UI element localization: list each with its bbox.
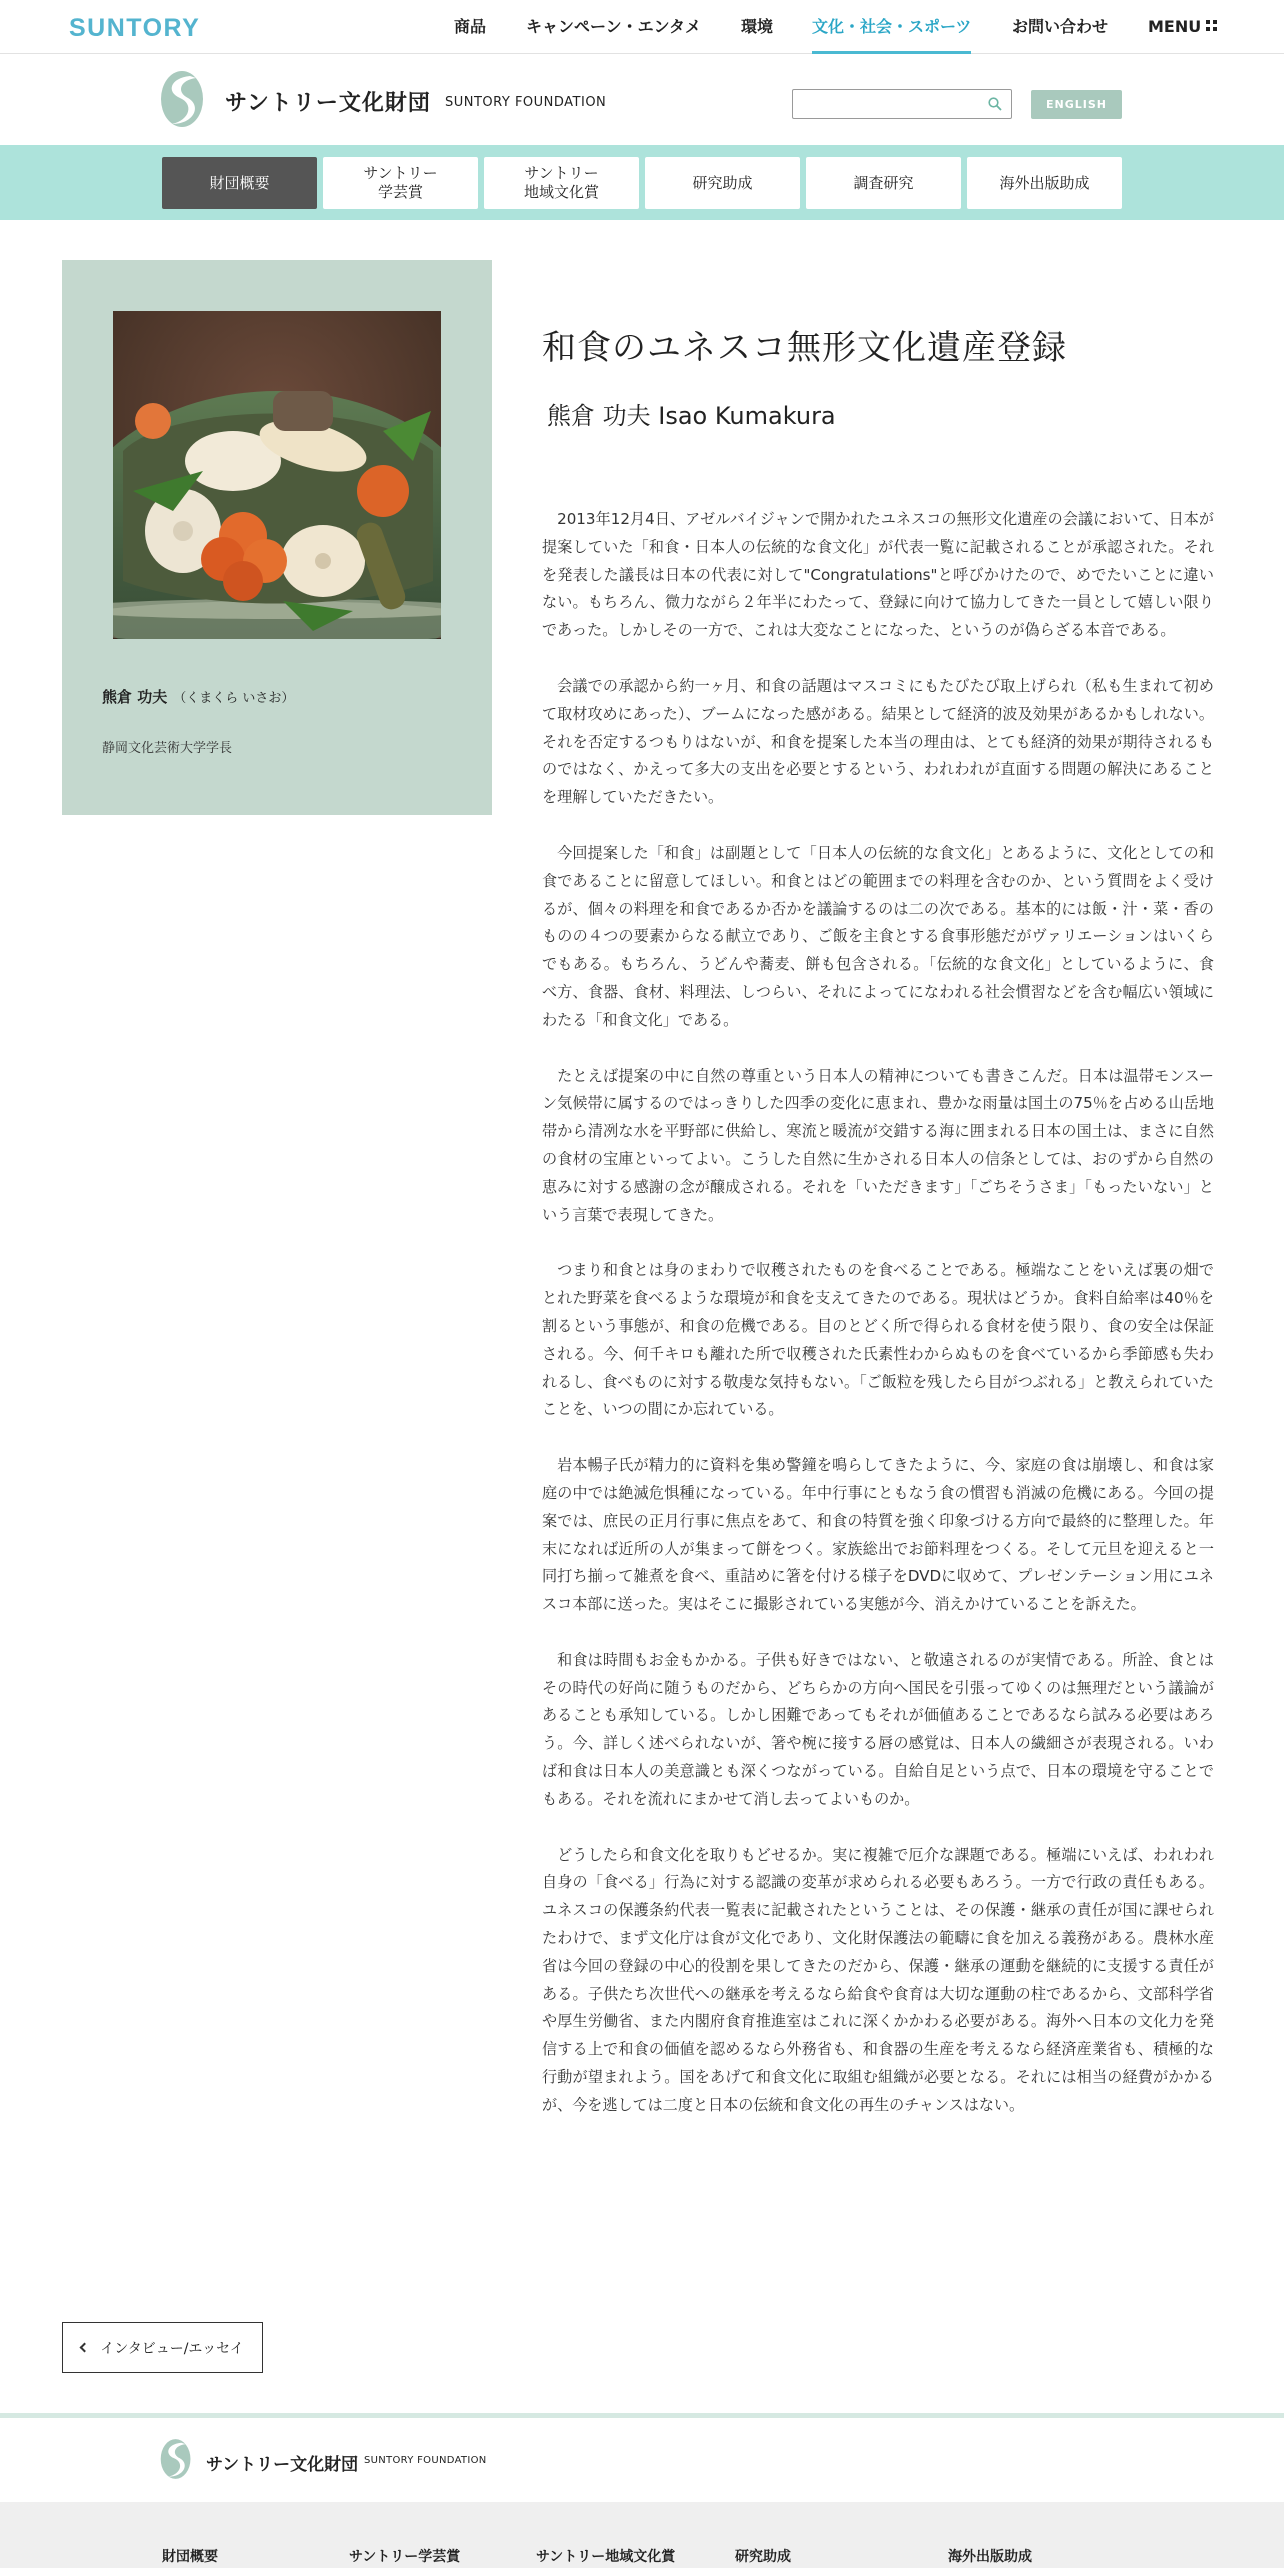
tab-academic-prize[interactable]: [323, 157, 478, 209]
article-title: 和食のユネスコ無形文化遺産登録: [542, 328, 1067, 368]
footer-link-overseas-publication[interactable]: 海外出版助成: [948, 2549, 1032, 2565]
back-button-label: インタビュー/エッセイ: [100, 2340, 244, 2357]
footer-link-about[interactable]: 財団概要: [162, 2549, 218, 2565]
tab-research-grant[interactable]: [645, 157, 800, 209]
site-search: [792, 89, 1012, 119]
nav-menu[interactable]: [1148, 0, 1217, 54]
nav-environment[interactable]: 環境: [741, 17, 774, 36]
tab-overseas-publication-label: 海外出版助成: [999, 173, 1090, 192]
menu-label: MENU: [1148, 17, 1202, 36]
article-paragraph: 岩本暢子氏が精力的に資料を集め警鐘を鳴らしてきたように、今、家庭の食は崩壊し、和食は家庭の中では絶滅危惧種になっている。年中行事にともなう食の慣習も消滅の危機にある。今回の提案では、庶民の正月行事に焦点をあて、和食の特質を強く印象づける方向で最終的に整理した。年末になれば近所の人が集まって餅をつく。家族総出でお節料理をつくる。そして元旦を迎えると一同打ち揃って雑煮を食べ、重詰めに箸を付ける様子をDVDに収めて、プレゼンテーション用にユネスコ本部に送った。実はそこに撮影されている実態が今、消えかけていることを訴えた。: [542, 1456, 1214, 1614]
footer-link-academic-prize[interactable]: サントリー学芸賞: [349, 2549, 461, 2565]
footer-foundation-logo-icon[interactable]: [160, 2438, 194, 2480]
tab-about-label: 財団概要: [209, 173, 270, 192]
article-body: [542, 506, 1214, 2148]
tab-regional-culture-prize[interactable]: [484, 157, 639, 209]
suntory-logo[interactable]: SUNTORY: [69, 14, 201, 42]
author-name: [102, 686, 294, 707]
footer-nav: [0, 2502, 1284, 2568]
footer-link-regional-culture-prize[interactable]: サントリー地域文化賞: [536, 2549, 676, 2565]
tab-regional-culture-prize-label: サントリー 地域文化賞: [523, 164, 599, 201]
author-card: [62, 260, 492, 815]
author-affiliation: 静岡文化芸術大学学長: [102, 741, 233, 756]
foundation-logo-icon[interactable]: [160, 70, 208, 128]
foundation-header: [0, 55, 1284, 145]
tab-research[interactable]: [806, 157, 961, 209]
footer-foundation-name-en[interactable]: SUNTORY FOUNDATION: [364, 2455, 487, 2466]
article-paragraph: 会議での承認から約一ヶ月、和食の話題はマスコミにもたびたび取上げられ（私も生まれて初めて取材攻めにあった）、ブームになった感がある。結果として経済的波及効果があるかもしれない。それを否定するつもりはないが、和食を提案した本当の理由は、とても経済的効果が期待されるものではなく、かえって多大の支出を必要とするという、われわれが直面する問題の解決にあることを理解していただきたい。: [542, 676, 1214, 807]
tab-academic-prize-label: サントリー 学芸賞: [363, 164, 438, 201]
nav-products[interactable]: 商品: [454, 17, 487, 36]
search-icon[interactable]: [988, 97, 1002, 111]
article-paragraph: 和食は時間もお金もかかる。子供も好きではない、と敬遠されるのが実情である。所詮、食とはその時代の好尚に随うものだから、どちらかの方向へ国民を引張ってゆくのは無理だという議論があることも承知している。しかし困難であってもそれが価値あることであるなら試みる必要はあろう。今、詳しく述べられないが、箸や椀に接する唇の感覚は、日本人の繊細さが表現される。いわば和食は日本人の美意識とも深くつながっている。自給自足という点で、日本の環境を守ることでもある。それを流れにまかせて消し去ってよいものか。: [542, 1650, 1214, 1808]
nav-culture-society-sports[interactable]: 文化・社会・スポーツ: [812, 0, 971, 54]
nav-contact[interactable]: お問い合わせ: [1012, 17, 1109, 36]
tab-overseas-publication[interactable]: [967, 157, 1122, 209]
article-paragraph: 今回提案した「和食」は副題として「日本人の伝統的な食文化」とあるように、文化としての和食であることに留意してほしい。和食とはどの範囲までの料理を含むのか、という質問をよく受けるが、個々の料理を和食であるか否かを議論するのは二の次である。基本的には飯・汁・菜・香のものの４つの要素からなる献立であり、ご飯を主食とする食事形態だがヴァリエーションはいくらでもある。もちろん、うどんや蕎麦、餅も包含される。「伝統的な食文化」としているように、食べ方、食器、食材、料理法、しつらい、それによってになわれる社会慣習などを含む幅広い領域にわたる「和食文化」である。: [542, 843, 1214, 1029]
author-photo: [113, 311, 441, 639]
grid-menu-icon: [1206, 20, 1217, 31]
article-paragraph: つまり和食とは身のまわりで収穫されたものを食べることである。極端なことをいえば裏の畑でとれた野菜を食べるような環境が和食を支えてきたのである。現状はどうか。食料自給率は40％を割るという事態が、和食の危機である。目のとどく所で得られる食材を使う限り、食の安全は保証される。今、何千キロも離れた所で収穫された氏素性わからぬものを食べているから季節感も失われるし、食べものに対する敬虔な気持もない。「ご飯粒を残したら目がつぶれる」と教えられていたことを、いつの間にか忘れている。: [542, 1261, 1214, 1419]
foundation-subnav: [0, 145, 1284, 220]
global-header: [0, 0, 1284, 54]
english-button[interactable]: ENGLISH: [1031, 90, 1122, 119]
article-author: 熊倉 功夫 Isao Kumakura: [547, 402, 836, 430]
food-photo-icon: [113, 311, 441, 639]
footer-foundation-name-ja[interactable]: サントリー文化財団: [206, 2455, 359, 2475]
article-paragraph: たとえば提案の中に自然の尊重という日本人の精神についても書きこんだ。日本は温帯モンスーン気候帯に属するのではっきりした四季の変化に恵まれ、豊かな雨量は国土の75％を占める山岳地帯から清冽な水を平野部に供給し、寒流と暖流が交錯する海に囲まれる日本の国土は、まさに自然の食材の宝庫といってよい。こうした自然に生かされる日本人の信条としては、おのずから自然の恵みに対する感謝の念が醸成される。それを「いただきます」「ごちそうさま」「もったいない」という言葉で表現してきた。: [542, 1066, 1214, 1224]
footer-brand: [0, 2418, 1284, 2502]
author-name-text: 熊倉 功夫: [102, 688, 168, 706]
tab-about[interactable]: [162, 157, 317, 209]
search-input[interactable]: [799, 94, 979, 114]
tab-research-grant-label: 研究助成: [692, 173, 753, 192]
foundation-name-en[interactable]: SUNTORY FOUNDATION: [445, 95, 607, 110]
foundation-name-ja[interactable]: サントリー文化財団: [225, 91, 431, 116]
article-paragraph: どうしたら和食文化を取りもどせるか。実に複雑で厄介な課題である。極端にいえば、われわれ自身の「食べる」行為に対する認識の変革が求められる必要もあろう。一方で行政の責任もある。ユネスコの保護条約代表一覧表に記載されたということは、その保護・継承の責任が国に課せられたわけで、まず文化庁は食が文化であり、文化財保護法の範疇に食を加える義務がある。農林水産省は今回の登録の中心的役割を果してきたのだから、保護・継承の運動を継続的に支援する責任がある。子供たち次世代への継承を考えるなら給食や食育は大切な運動の柱であるから、文部科学省や厚生労働省、また内閣府食育推進室はこれに深くかかわる必要がある。海外へ日本の文化力を発信する上で和食の価値を認めるなら外務省も、和食器の生産を考えるなら経済産業省も、積極的な行動が望まれよう。国をあげて和食文化に取組む組織が必要となる。それには相当の経費がかかるが、今を逃しては二度と日本の伝統和食文化の再生のチャンスはない。: [542, 1845, 1214, 2114]
back-to-interviews-button[interactable]: [62, 2322, 263, 2373]
article-paragraph: 2013年12月4日、アゼルバイジャンで開かれたユネスコの無形文化遺産の会議において、日本が提案していた「和食・日本人の伝統的な食文化」が代表一覧に記載されることが承認された。それを発表した議長は日本の代表に対して"Congratulations"と呼びかけたので、めでたいことに違いない。もちろん、微力ながら２年半にわたって、登録に向けて協力してきた一員として嬉しい限りであった。しかしその一方で、これは大変なことになった、というのが偽らざる本音である。: [542, 510, 1214, 640]
chevron-left-icon: [80, 2343, 90, 2353]
tab-research-label: 調査研究: [853, 173, 914, 192]
nav-campaign[interactable]: キャンペーン・エンタメ: [526, 17, 702, 36]
author-name-reading: （くまくら いさお）: [173, 691, 295, 706]
footer-link-research-grant[interactable]: 研究助成: [735, 2549, 791, 2565]
